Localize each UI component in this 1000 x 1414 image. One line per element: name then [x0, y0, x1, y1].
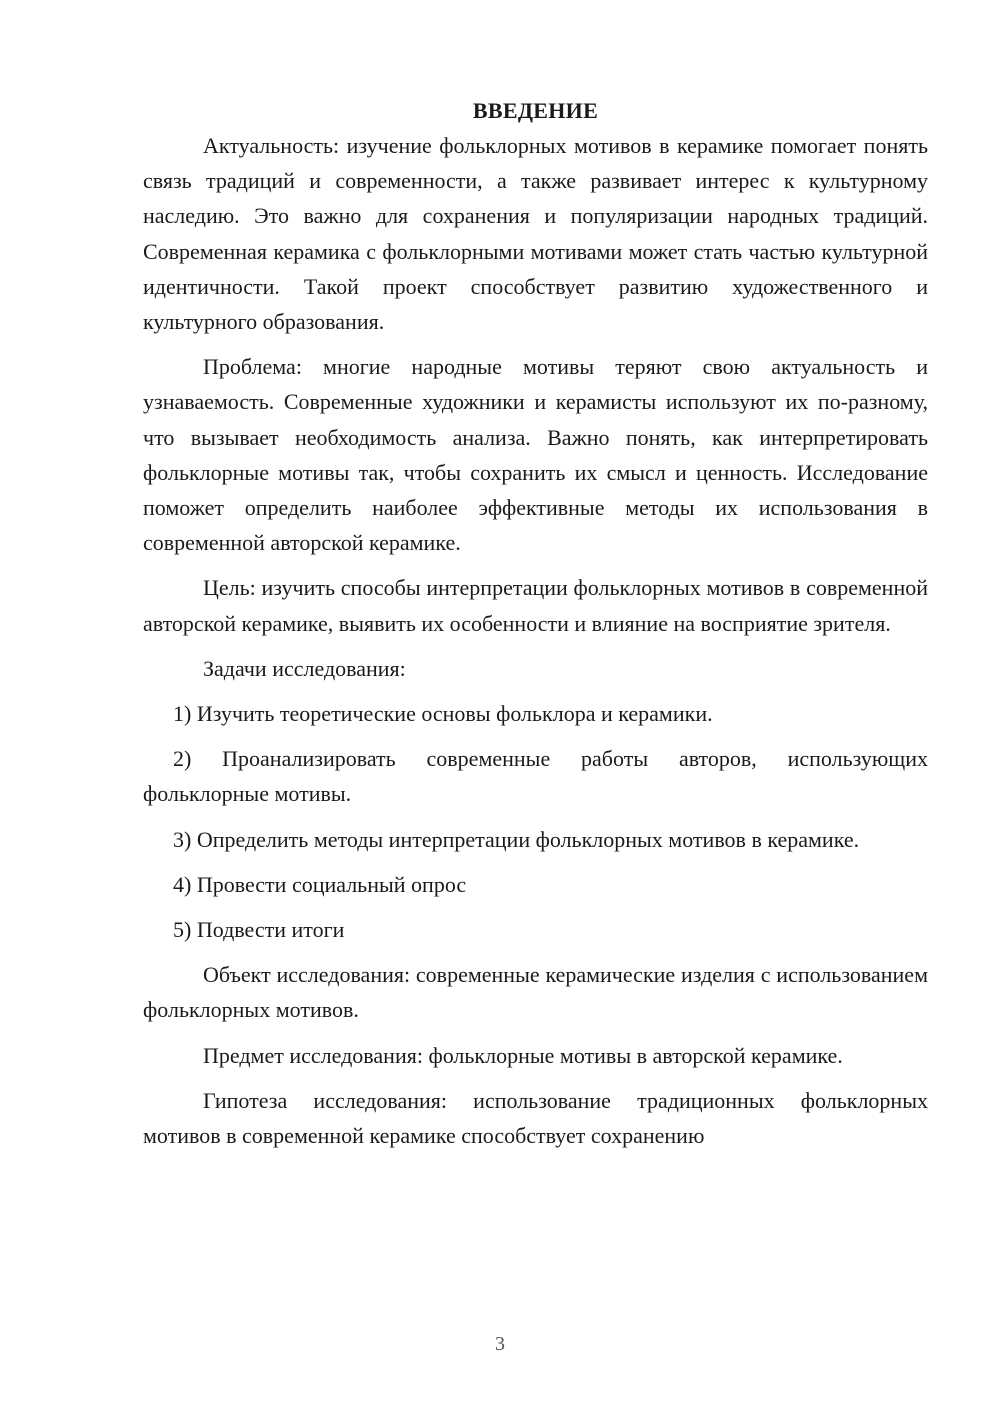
paragraph-goal: Цель: изучить способы интерпретации фольклорных мотивов в современной авторской керамике, выявить их особенности и влияние на восприятие зрителя.: [143, 575, 928, 636]
document-page: [143, 93, 928, 1153]
paragraph-object: Объект исследования: современные керамические изделия с использованием фольклорных мотивов.: [143, 962, 928, 1023]
task-item-3: 3) Определить методы интерпретации фольклорных мотивов в керамике.: [173, 826, 860, 852]
task-item-2: 2) Проанализировать современные работы авторов, использующих фольклорные мотивы.: [143, 746, 928, 807]
section-heading: ВВЕДЕНИЕ: [472, 98, 599, 123]
paragraph-subject: Предмет исследования: фольклорные мотивы в авторской керамике.: [203, 1042, 843, 1068]
page-number: 3: [495, 1333, 505, 1355]
task-item-5: 5) Подвести итоги: [173, 917, 345, 943]
task-item-4: 4) Провести социальный опрос: [173, 871, 467, 897]
paragraph-problem: Проблема: многие народные мотивы теряют свою актуальность и узнаваемость. Современные художники и керамисты используют их по-разному, что вызывает необходимость анализа. Важно понять, как интерпретировать фольклорные мотивы так, чтобы сохранить их смысл и ценность. Исследование поможет определить наиболее эффективные методы их использования в современной авторской керамике.: [143, 354, 928, 556]
task-item-1: 1) Изучить теоретические основы фольклора и керамики.: [173, 701, 713, 727]
paragraph-hypothesis: Гипотеза исследования: использование традиционных фольклорных мотивов в современной керамике способствует сохранению: [143, 1087, 928, 1149]
tasks-heading: Задачи исследования:: [203, 655, 406, 681]
paragraph-relevance: Актуальность: изучение фольклорных мотивов в керамике помогает понять связь традиций и современности, а также развивает интерес к культурному наследию. Это важно для сохранения и популяризации народных традиций. Современная керамика с фольклорными мотивами может стать частью культурной идентичности. Такой проект способствует развитию художественного и культурного образования.: [143, 133, 928, 335]
